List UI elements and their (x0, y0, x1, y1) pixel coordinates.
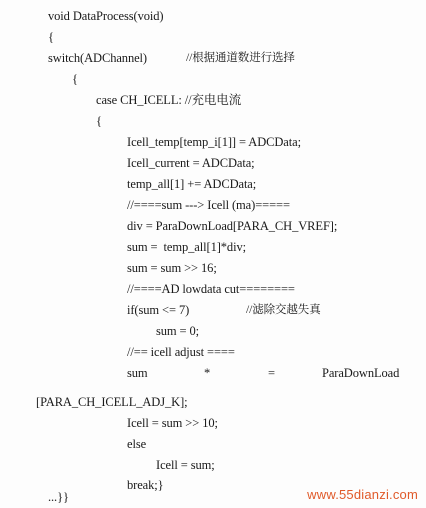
code-line-case-brace: { (96, 114, 102, 128)
code-line-switch-brace: { (72, 72, 78, 86)
code-line-else: else (127, 437, 147, 451)
code-line-sum-zero: sum = 0; (156, 324, 200, 338)
code-line-icell-assign: Icell = sum; (156, 458, 215, 472)
code-token-paradownload: ParaDownLoad (322, 366, 400, 380)
code-line-break: break;} (127, 478, 164, 492)
code-line-sum-shift: sum = sum >> 16; (127, 261, 217, 275)
code-token-sum: sum (127, 366, 148, 380)
code-comment-icell-adjust: //== icell adjust ==== (127, 345, 235, 359)
code-comment-sum-icell: //====sum ---> Icell (ma)===== (127, 198, 290, 212)
code-line-sum-mul: sum = temp_all[1]*div; (127, 240, 246, 254)
code-comment-filter: //滤除交越失真 (246, 304, 321, 316)
code-token-equals: = (268, 366, 275, 380)
code-line-icell-shift: Icell = sum >> 10; (127, 416, 218, 430)
code-line-function-signature: void DataProcess(void) (48, 9, 164, 23)
code-line-icell-current: Icell_current = ADCData; (127, 156, 255, 170)
code-line-temp-all: temp_all[1] += ADCData; (127, 177, 257, 191)
code-line-icell-temp: Icell_temp[temp_i[1]] = ADCData; (127, 135, 301, 149)
code-comment-switch: //根据通道数进行选择 (186, 52, 295, 64)
code-line-open-brace: { (48, 30, 54, 44)
code-line-div: div = ParaDownLoad[PARA_CH_VREF]; (127, 219, 338, 233)
code-line-if: if(sum <= 7) (127, 303, 190, 317)
code-line-switch: switch(ADChannel) (48, 51, 147, 65)
code-line-adj-k-index: [PARA_CH_ICELL_ADJ_K]; (36, 395, 188, 409)
code-line-case: case CH_ICELL: //充电电流 (96, 93, 242, 107)
code-token-multiply: * (204, 366, 211, 380)
watermark-text: www.55dianzi.com (307, 487, 418, 502)
code-line-closing: ...}} (48, 490, 69, 504)
code-comment-lowdata-cut: //====AD lowdata cut======== (127, 282, 295, 296)
